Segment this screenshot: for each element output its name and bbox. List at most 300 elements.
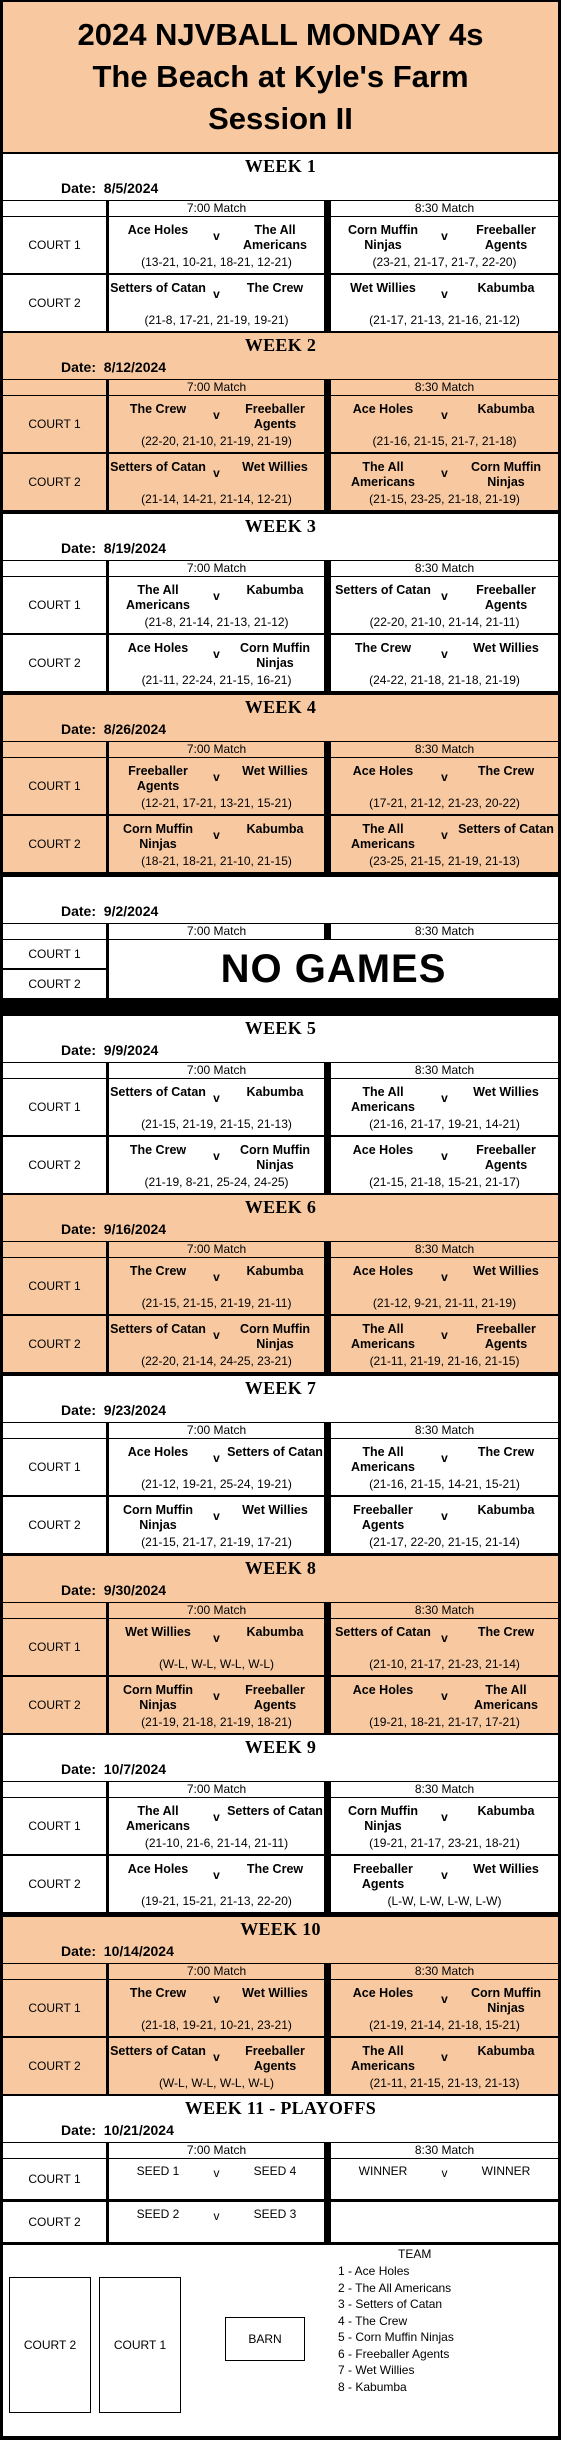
date-label: Date: xyxy=(61,721,97,737)
week-section xyxy=(3,695,558,873)
date-label: Date: xyxy=(61,1582,97,1598)
match-score: (W-L, W-L, W-L, W-L) xyxy=(158,1657,275,1671)
versus-label: v xyxy=(441,1992,448,2006)
team-b: Wet Willies xyxy=(473,1862,539,1876)
playoff-match-cell xyxy=(109,2159,324,2199)
week-date xyxy=(61,1221,166,1237)
match-cell xyxy=(331,1856,558,1912)
date-value: 10/14/2024 xyxy=(103,1943,174,1959)
title-line-3: Session II xyxy=(208,101,353,136)
match-cell xyxy=(109,275,324,331)
match-1-label: 7:00 Match xyxy=(109,1603,324,1618)
date-label: Date: xyxy=(61,1042,97,1058)
team-a: Setters of Catan xyxy=(335,583,431,597)
court-map xyxy=(3,2245,558,2436)
team-a: The All Americans xyxy=(126,1804,190,1833)
match-cell xyxy=(109,635,324,691)
match-cell xyxy=(109,1137,324,1193)
spacer xyxy=(96,721,104,737)
versus-label: v xyxy=(441,1270,448,1284)
team-b: Setters of Catan xyxy=(458,822,554,836)
court-2-label: COURT 2 xyxy=(3,1316,106,1372)
match-cell xyxy=(331,1258,558,1314)
week-date xyxy=(61,721,166,737)
versus-label: v xyxy=(441,1631,448,1645)
versus-label: v xyxy=(213,1631,220,1645)
court-1-label: COURT 1 xyxy=(3,1079,106,1135)
week-date xyxy=(61,1582,166,1598)
match-cell xyxy=(331,2038,558,2094)
team-a: Ace Holes xyxy=(352,402,414,416)
match-1-label: 7:00 Match xyxy=(109,1964,324,1979)
week-title: WEEK 2 xyxy=(244,335,317,355)
match-cell xyxy=(109,1619,324,1675)
match-1-label: 7:00 Match xyxy=(109,1782,324,1797)
team-a: Ace Holes xyxy=(352,1683,414,1697)
team-a: Corn Muffin Ninjas xyxy=(347,1804,419,1833)
match-2-label: 8:30 Match xyxy=(331,1782,558,1797)
match-cell xyxy=(331,1079,558,1135)
versus-label: v xyxy=(213,828,220,842)
team-b: Corn Muffin Ninjas xyxy=(239,1143,311,1172)
match-2-label: 8:30 Match xyxy=(331,561,558,576)
court-2-label: COURT 2 xyxy=(3,454,106,510)
week-title: WEEK 5 xyxy=(244,1018,317,1038)
team-a: The All Americans xyxy=(351,822,415,851)
versus-label: v xyxy=(441,229,448,243)
match-2-label: 8:30 Match xyxy=(331,2143,558,2158)
date-value: 9/2/2024 xyxy=(103,903,159,919)
team-legend-item: 3 - Setters of Catan xyxy=(338,2297,443,2311)
versus-label: v xyxy=(213,287,220,301)
match-cell xyxy=(109,1079,324,1135)
match-cell xyxy=(331,396,558,452)
match-cell xyxy=(331,1798,558,1854)
court-1-label: COURT 1 xyxy=(3,396,106,452)
team-b: Kabumba xyxy=(246,1085,304,1099)
match-cell xyxy=(331,454,558,510)
team-a: Setters of Catan xyxy=(110,1085,206,1099)
team-b: Wet Willies xyxy=(242,460,308,474)
match-score: (12-21, 17-21, 13-21, 15-21) xyxy=(141,796,292,810)
week-section xyxy=(3,154,558,332)
map-court-1: COURT 1 xyxy=(99,2277,181,2413)
versus-label: v xyxy=(213,2209,220,2223)
playoffs-title: WEEK 11 - PLAYOFFS xyxy=(184,2098,377,2118)
match-score: (21-16, 21-15, 21-7, 21-18) xyxy=(372,434,517,448)
team-a: Ace Holes xyxy=(127,223,189,237)
team-a: Ace Holes xyxy=(127,641,189,655)
match-1-label: 7:00 Match xyxy=(109,1063,324,1078)
spacer xyxy=(96,359,104,375)
court-2-label: COURT 2 xyxy=(3,1677,106,1733)
versus-label: v xyxy=(441,1091,448,1105)
match-score: (21-8, 17-21, 21-19, 19-21) xyxy=(144,313,289,327)
date-value: 9/16/2024 xyxy=(103,1221,167,1237)
team-b: Freeballer Agents xyxy=(476,1322,536,1351)
date-value: 8/12/2024 xyxy=(103,359,167,375)
match-score: (21-16, 21-17, 19-21, 14-21) xyxy=(369,1117,520,1131)
match-1-label: 7:00 Match xyxy=(109,380,324,395)
court-label-spacer xyxy=(3,1063,106,1078)
team-b: Kabumba xyxy=(477,1503,535,1517)
match-score: (19-21, 18-21, 21-17, 17-21) xyxy=(369,1715,520,1729)
date-value: 9/30/2024 xyxy=(103,1582,167,1598)
court-1-label: COURT 1 xyxy=(3,1439,106,1495)
versus-label: v xyxy=(441,1509,448,1523)
court-1-label: COURT 1 xyxy=(3,1258,106,1314)
versus-label: v xyxy=(441,1451,448,1465)
versus-label: v xyxy=(441,2050,448,2064)
versus-label: v xyxy=(213,647,220,661)
team-legend-item: 6 - Freeballer Agents xyxy=(338,2346,450,2361)
team-b: The Crew xyxy=(246,281,304,295)
winner-a: WINNER xyxy=(358,2164,408,2178)
team-b: Kabumba xyxy=(477,1804,535,1818)
match-cell xyxy=(109,1497,324,1553)
date-value: 9/9/2024 xyxy=(103,1042,159,1058)
match-score: (21-15, 21-19, 21-15, 21-13) xyxy=(141,1117,292,1131)
versus-label: v xyxy=(441,1328,448,1342)
team-b: Kabumba xyxy=(246,583,304,597)
versus-label: v xyxy=(441,589,448,603)
playoffs-week xyxy=(3,2096,558,2436)
team-a: The All Americans xyxy=(351,1322,415,1351)
match-score: (21-19, 8-21, 25-24, 24-25) xyxy=(144,1175,289,1189)
match-cell xyxy=(109,2038,324,2094)
week-title: WEEK 10 xyxy=(240,1919,321,1939)
spacer xyxy=(96,1221,104,1237)
court-label-spacer xyxy=(3,2143,106,2158)
match-cell xyxy=(331,1316,558,1372)
team-b: Setters of Catan xyxy=(227,1804,323,1818)
team-a: Wet Willies xyxy=(125,1625,191,1639)
week-section xyxy=(3,1917,558,2095)
versus-label: v xyxy=(441,2166,448,2180)
date-label: Date: xyxy=(61,1943,97,1959)
court-2-label: COURT 2 xyxy=(3,635,106,691)
team-b: Corn Muffin Ninjas xyxy=(239,1322,311,1351)
match-1-label: 7:00 Match xyxy=(109,1423,324,1438)
court-2-label: COURT 2 xyxy=(3,970,106,998)
week-date xyxy=(61,180,158,196)
team-a: The Crew xyxy=(129,1143,187,1157)
team-a: Setters of Catan xyxy=(110,2044,206,2058)
team-a: The All Americans xyxy=(351,1085,415,1114)
match-2-label: 8:30 Match xyxy=(331,742,558,757)
match-2-label: 8:30 Match xyxy=(331,1603,558,1618)
week-date xyxy=(61,1402,166,1418)
match-cell xyxy=(109,1316,324,1372)
week-date xyxy=(61,1761,166,1777)
playoffs-date xyxy=(61,2122,174,2138)
versus-label: v xyxy=(213,1091,220,1105)
date-label: Date: xyxy=(61,2122,97,2138)
team-a: Ace Holes xyxy=(352,1986,414,2000)
team-b: Freeballer Agents xyxy=(476,1143,536,1172)
court-label-spacer xyxy=(3,1782,106,1797)
match-cell xyxy=(109,1677,324,1733)
team-a: Wet Willies xyxy=(350,281,416,295)
team-b: The Crew xyxy=(477,764,535,778)
team-a: Corn Muffin Ninjas xyxy=(122,822,194,851)
match-1-label: 7:00 Match xyxy=(109,561,324,576)
court-label-spacer xyxy=(3,1242,106,1257)
match-score: (19-21, 15-21, 21-13, 22-20) xyxy=(141,1894,292,1908)
team-a: Freeballer Agents xyxy=(353,1862,413,1891)
team-a: Freeballer Agents xyxy=(128,764,188,793)
team-b: Kabumba xyxy=(477,402,535,416)
team-legend-item: 5 - Corn Muffin Ninjas xyxy=(338,2330,454,2344)
versus-label: v xyxy=(213,770,220,784)
team-b: Wet Willies xyxy=(242,1503,308,1517)
playoff-match-cell xyxy=(109,2202,324,2242)
versus-label: v xyxy=(213,589,220,603)
date-value: 8/5/2024 xyxy=(103,180,159,196)
match-score: (18-21, 18-21, 21-10, 21-15) xyxy=(141,854,292,868)
versus-label: v xyxy=(441,828,448,842)
team-b: Kabumba xyxy=(477,2044,535,2058)
match-score: (21-15, 21-17, 21-19, 17-21) xyxy=(141,1535,292,1549)
versus-label: v xyxy=(213,1509,220,1523)
team-legend-header: TEAM xyxy=(398,2247,432,2261)
date-label: Date: xyxy=(61,1761,97,1777)
spacer xyxy=(96,2122,104,2138)
match-score: (13-21, 10-21, 18-21, 12-21) xyxy=(141,255,292,269)
team-a: Corn Muffin Ninjas xyxy=(347,223,419,252)
winner-b: WINNER xyxy=(481,2164,531,2178)
team-b: Wet Willies xyxy=(473,641,539,655)
date-label: Date: xyxy=(61,540,97,556)
week-section xyxy=(3,333,558,511)
team-a: Ace Holes xyxy=(127,1862,189,1876)
team-a: Setters of Catan xyxy=(335,1625,431,1639)
week-title: WEEK 4 xyxy=(244,697,317,717)
versus-label: v xyxy=(441,647,448,661)
spacer xyxy=(96,1761,104,1777)
week-title: WEEK 9 xyxy=(244,1737,317,1757)
court-label-spacer xyxy=(3,924,106,939)
match-score: (W-L, W-L, W-L, W-L) xyxy=(158,2076,275,2090)
team-b: Freeballer Agents xyxy=(245,1683,305,1712)
versus-label: v xyxy=(213,1810,220,1824)
match-score: (24-22, 21-18, 21-18, 21-19) xyxy=(369,673,520,687)
team-a: Ace Holes xyxy=(352,1143,414,1157)
seed-a: SEED 2 xyxy=(136,2207,180,2221)
versus-label: v xyxy=(213,1992,220,2006)
court-1-label: COURT 1 xyxy=(3,1798,106,1854)
title-line-2: The Beach at Kyle's Farm xyxy=(92,59,469,94)
match-score: (21-8, 21-14, 21-13, 21-12) xyxy=(144,615,289,629)
match-score: (21-12, 9-21, 21-11, 21-19) xyxy=(372,1296,517,1310)
team-b: Wet Willies xyxy=(242,764,308,778)
court-label-spacer xyxy=(3,742,106,757)
date-label: Date: xyxy=(61,903,97,919)
match-score: (22-20, 21-14, 24-25, 23-21) xyxy=(141,1354,292,1368)
match-score: (21-12, 19-21, 25-24, 19-21) xyxy=(141,1477,292,1491)
week-section xyxy=(3,1016,558,1194)
team-a: Freeballer Agents xyxy=(353,1503,413,1532)
court-2-label: COURT 2 xyxy=(3,1137,106,1193)
team-a: Ace Holes xyxy=(352,1264,414,1278)
versus-label: v xyxy=(213,408,220,422)
match-cell xyxy=(109,577,324,633)
match-cell xyxy=(331,275,558,331)
team-b: Corn Muffin Ninjas xyxy=(470,1986,542,2015)
versus-label: v xyxy=(213,2050,220,2064)
team-b: Corn Muffin Ninjas xyxy=(239,641,311,670)
match-2-label: 8:30 Match xyxy=(331,1964,558,1979)
match-cell xyxy=(109,1798,324,1854)
court-label-spacer xyxy=(3,1603,106,1618)
match-2-label: 8:30 Match xyxy=(331,924,558,939)
match-score: (21-17, 22-20, 21-15, 21-14) xyxy=(369,1535,520,1549)
versus-label: v xyxy=(213,1451,220,1465)
date-label: Date: xyxy=(61,180,97,196)
match-1-label: 7:00 Match xyxy=(109,201,324,216)
seed-b: SEED 3 xyxy=(253,2207,297,2221)
team-a: Ace Holes xyxy=(127,1445,189,1459)
week-section xyxy=(3,1195,558,1373)
match-cell xyxy=(109,1980,324,2036)
match-cell xyxy=(109,1258,324,1314)
team-a: Setters of Catan xyxy=(110,460,206,474)
team-legend-item: 7 - Wet Willies xyxy=(338,2363,415,2377)
week-title: WEEK 6 xyxy=(244,1197,317,1217)
team-a: The Crew xyxy=(129,1986,187,2000)
playoff-match-cell xyxy=(331,2159,558,2199)
match-score: (21-10, 21-17, 21-23, 21-14) xyxy=(369,1657,520,1671)
match-score: (21-15, 21-18, 15-21, 21-17) xyxy=(369,1175,520,1189)
match-score: (21-18, 19-21, 10-21, 23-21) xyxy=(141,2018,292,2032)
match-score: (21-19, 21-18, 21-19, 18-21) xyxy=(141,1715,292,1729)
team-b: The All Americans xyxy=(474,1683,538,1712)
week-date xyxy=(61,1042,158,1058)
team-b: Freeballer Agents xyxy=(476,223,536,252)
week-date xyxy=(61,903,158,919)
date-value: 9/23/2024 xyxy=(103,1402,167,1418)
versus-label: v xyxy=(213,1270,220,1284)
map-barn: BARN xyxy=(225,2317,305,2361)
versus-label: v xyxy=(213,2166,220,2180)
team-b: Kabumba xyxy=(477,281,535,295)
match-1-label: 7:00 Match xyxy=(109,742,324,757)
team-b: The Crew xyxy=(246,1862,304,1876)
team-b: Kabumba xyxy=(246,822,304,836)
versus-label: v xyxy=(441,1689,448,1703)
court-label-spacer xyxy=(3,201,106,216)
court-1-label: COURT 1 xyxy=(3,2159,106,2199)
match-score: (22-20, 21-10, 21-14, 21-11) xyxy=(369,615,520,629)
versus-label: v xyxy=(441,1810,448,1824)
week-title: WEEK 1 xyxy=(244,156,317,176)
date-label: Date: xyxy=(61,1402,97,1418)
court-2-label: COURT 2 xyxy=(3,275,106,331)
date-value: 8/19/2024 xyxy=(103,540,167,556)
match-cell xyxy=(331,1677,558,1733)
versus-label: v xyxy=(213,1328,220,1342)
team-a: The All Americans xyxy=(126,583,190,612)
match-cell xyxy=(109,396,324,452)
match-cell xyxy=(109,758,324,814)
match-cell xyxy=(109,1439,324,1495)
match-cell xyxy=(331,1980,558,2036)
match-2-label: 8:30 Match xyxy=(331,1242,558,1257)
match-cell xyxy=(331,1137,558,1193)
court-2-label: COURT 2 xyxy=(3,2202,106,2242)
match-score: (21-15, 23-25, 21-18, 21-19) xyxy=(369,492,520,506)
date-label: Date: xyxy=(61,1221,97,1237)
team-a: Setters of Catan xyxy=(110,1322,206,1336)
team-legend-item: 1 - Ace Holes xyxy=(338,2264,410,2278)
match-score: (23-21, 21-17, 21-7, 22-20) xyxy=(372,255,517,269)
playoff-match-cell xyxy=(331,2202,558,2242)
week-section xyxy=(3,1556,558,1734)
date-value: 10/7/2024 xyxy=(103,1761,167,1777)
court-label-spacer xyxy=(3,1423,106,1438)
no-games-notice: NO GAMES xyxy=(109,940,558,998)
versus-label: v xyxy=(213,1149,220,1163)
spacer xyxy=(96,540,104,556)
week-title: WEEK 3 xyxy=(244,516,317,536)
court-1-label: COURT 1 xyxy=(3,758,106,814)
week-section xyxy=(3,1735,558,1913)
team-b: Freeballer Agents xyxy=(245,2044,305,2073)
court-2-label: COURT 2 xyxy=(3,1856,106,1912)
match-score: (21-19, 21-14, 21-18, 15-21) xyxy=(369,2018,520,2032)
match-2-label: 8:30 Match xyxy=(331,1063,558,1078)
match-score: (21-17, 21-13, 21-16, 21-12) xyxy=(369,313,520,327)
versus-label: v xyxy=(213,1689,220,1703)
match-score: (21-10, 21-6, 21-14, 21-11) xyxy=(144,1836,289,1850)
page-title xyxy=(3,2,558,152)
match-1-label: 7:00 Match xyxy=(109,924,324,939)
week-title: WEEK 8 xyxy=(244,1558,317,1578)
versus-label: v xyxy=(213,1868,220,1882)
team-a: Corn Muffin Ninjas xyxy=(122,1503,194,1532)
date-value: 8/26/2024 xyxy=(103,721,167,737)
match-cell xyxy=(109,1856,324,1912)
week-date xyxy=(61,359,166,375)
date-label: Date: xyxy=(61,359,97,375)
team-legend-item: 4 - The Crew xyxy=(338,2313,408,2328)
team-b: Setters of Catan xyxy=(227,1445,323,1459)
match-score: (17-21, 21-12, 21-23, 20-22) xyxy=(369,796,520,810)
court-label-spacer xyxy=(3,380,106,395)
match-1-label: 7:00 Match xyxy=(109,1242,324,1257)
match-cell xyxy=(109,454,324,510)
match-score: (21-11, 21-15, 21-13, 21-13) xyxy=(369,2076,520,2090)
court-2-label: COURT 2 xyxy=(3,2038,106,2094)
spacer xyxy=(96,1943,104,1959)
week-section xyxy=(3,1376,558,1554)
team-b: The Crew xyxy=(477,1445,535,1459)
team-b: Corn Muffin Ninjas xyxy=(470,460,542,489)
match-score: (23-25, 21-15, 21-19, 21-13) xyxy=(369,854,520,868)
court-label-spacer xyxy=(3,1964,106,1979)
match-score: (21-15, 21-15, 21-19, 21-11) xyxy=(141,1296,292,1310)
team-b: Wet Willies xyxy=(242,1986,308,2000)
team-a: The Crew xyxy=(354,641,412,655)
match-cell xyxy=(331,1619,558,1675)
court-1-label: COURT 1 xyxy=(3,940,106,968)
team-a: Setters of Catan xyxy=(110,281,206,295)
versus-label: v xyxy=(213,466,220,480)
week-section xyxy=(3,514,558,692)
match-cell xyxy=(331,816,558,872)
versus-label: v xyxy=(441,1868,448,1882)
team-b: The All Americans xyxy=(243,223,307,252)
